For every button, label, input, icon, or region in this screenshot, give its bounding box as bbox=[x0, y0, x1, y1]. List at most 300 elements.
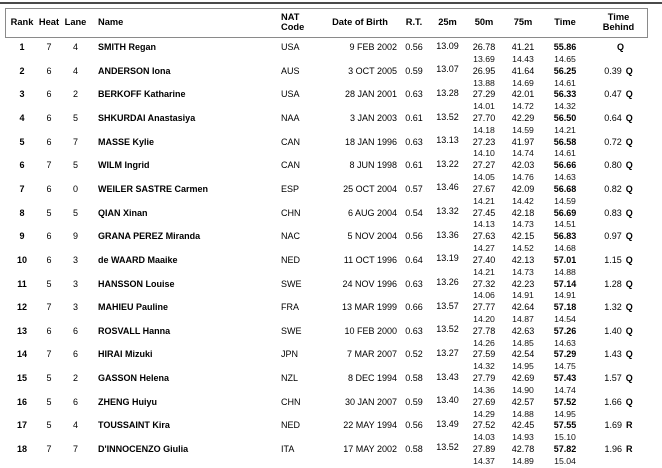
cell-25m: 13.13 bbox=[436, 135, 459, 146]
cell-split-50m: 14.01 bbox=[473, 101, 495, 112]
cell-name: WEILER SASTRE Carmen bbox=[98, 183, 209, 194]
cell-split-75m: 14.89 bbox=[512, 455, 534, 466]
cell-lane: 5 bbox=[72, 113, 78, 124]
table-body bbox=[0, 41, 662, 467]
cell-50m: 27.40 bbox=[472, 254, 496, 265]
cell-nat-code: CAN bbox=[281, 136, 301, 147]
cell-rank: 15 bbox=[16, 373, 27, 384]
cell-rank: 1 bbox=[19, 42, 25, 53]
cell-split-50m: 14.10 bbox=[473, 148, 495, 159]
cell-heat: 7 bbox=[46, 42, 52, 53]
cell-heat: 7 bbox=[46, 349, 52, 360]
cell-reaction-time: 0.63 bbox=[405, 325, 423, 336]
cell-50m: 27.69 bbox=[472, 396, 496, 407]
cell-50m: 27.89 bbox=[472, 443, 496, 454]
cell-75m: 42.15 bbox=[511, 231, 535, 242]
cell-split-final: 15.04 bbox=[554, 455, 576, 466]
cell-split-75m: 14.91 bbox=[512, 290, 534, 301]
cell-25m: 13.32 bbox=[436, 206, 459, 217]
cell-nat-code: ESP bbox=[281, 183, 300, 194]
cell-heat: 6 bbox=[46, 325, 52, 336]
cell-heat: 6 bbox=[46, 89, 52, 100]
header-reaction-time: R.T. bbox=[405, 17, 423, 28]
cell-heat: 6 bbox=[46, 65, 52, 76]
table-row bbox=[0, 372, 662, 396]
cell-heat: 7 bbox=[46, 160, 52, 171]
cell-split-50m: 14.05 bbox=[473, 172, 495, 183]
cell-25m: 13.27 bbox=[436, 347, 459, 358]
cell-split-final: 14.88 bbox=[554, 266, 576, 277]
cell-rank: 7 bbox=[19, 183, 25, 194]
cell-nat-code: SWE bbox=[281, 278, 302, 289]
qualification-mark: Q bbox=[625, 278, 633, 289]
cell-split-50m: 14.37 bbox=[473, 455, 495, 466]
header-date-of-birth: Date of Birth bbox=[332, 17, 388, 28]
cell-75m: 42.78 bbox=[511, 443, 535, 454]
cell-rank: 10 bbox=[16, 254, 27, 265]
cell-split-50m: 14.20 bbox=[473, 313, 495, 324]
cell-time-behind bbox=[587, 41, 650, 53]
cell-name: ZHENG Huiyu bbox=[98, 396, 158, 407]
cell-split-75m: 14.73 bbox=[512, 266, 534, 277]
cell-50m: 27.27 bbox=[472, 160, 496, 171]
cell-lane: 6 bbox=[72, 396, 78, 407]
cell-rank: 13 bbox=[16, 325, 27, 336]
cell-split-50m: 14.13 bbox=[473, 219, 495, 230]
cell-split-50m: 14.32 bbox=[473, 361, 495, 372]
cell-reaction-time: 0.63 bbox=[405, 278, 423, 289]
cell-time-behind bbox=[587, 136, 650, 148]
cell-date-of-birth: 17 MAY 2002 bbox=[343, 443, 397, 454]
qualification-mark: Q bbox=[625, 396, 633, 407]
cell-name: QIAN Xinan bbox=[98, 207, 148, 218]
header-time-behind: Time Behind bbox=[602, 12, 635, 32]
cell-rank: 4 bbox=[19, 113, 25, 124]
cell-nat-code: CHN bbox=[281, 207, 301, 218]
cell-split-final: 14.95 bbox=[554, 408, 576, 419]
cell-nat-code: USA bbox=[281, 89, 300, 100]
cell-split-75m: 14.52 bbox=[512, 243, 534, 254]
cell-name: MAHIEU Pauline bbox=[98, 302, 169, 313]
cell-time-behind bbox=[587, 301, 650, 313]
qualification-mark: Q bbox=[625, 160, 633, 171]
cell-split-75m: 14.74 bbox=[512, 148, 534, 159]
cell-time: 57.18 bbox=[553, 302, 577, 313]
cell-date-of-birth: 9 FEB 2002 bbox=[349, 42, 397, 53]
cell-time: 57.52 bbox=[553, 396, 577, 407]
cell-nat-code: JPN bbox=[281, 349, 299, 360]
cell-date-of-birth: 11 OCT 1996 bbox=[343, 254, 397, 265]
cell-25m: 13.40 bbox=[436, 395, 459, 406]
cell-split-final: 14.32 bbox=[554, 101, 576, 112]
cell-25m: 13.52 bbox=[436, 111, 459, 122]
cell-reaction-time: 0.66 bbox=[405, 302, 423, 313]
table-row bbox=[0, 254, 662, 278]
cell-75m: 42.45 bbox=[511, 420, 535, 431]
cell-split-final: 14.91 bbox=[554, 290, 576, 301]
cell-25m: 13.19 bbox=[436, 253, 459, 264]
qualification-mark: Q bbox=[625, 231, 633, 242]
cell-time-behind bbox=[587, 112, 650, 124]
time-behind-value: 0.80 bbox=[604, 160, 622, 171]
time-behind-value: 0.39 bbox=[604, 65, 622, 76]
cell-heat: 6 bbox=[46, 231, 52, 242]
time-behind-value: 1.57 bbox=[604, 373, 622, 384]
cell-75m: 42.63 bbox=[511, 325, 535, 336]
cell-time-behind bbox=[587, 372, 650, 384]
cell-heat: 5 bbox=[46, 420, 52, 431]
cell-time-behind bbox=[587, 277, 650, 289]
cell-split-50m: 14.06 bbox=[473, 290, 495, 301]
cell-reaction-time: 0.61 bbox=[405, 113, 423, 124]
cell-rank: 12 bbox=[16, 302, 27, 313]
cell-25m: 13.57 bbox=[436, 300, 459, 311]
qualification-mark: Q bbox=[625, 254, 633, 265]
cell-rank: 16 bbox=[16, 396, 27, 407]
cell-50m: 27.67 bbox=[472, 183, 496, 194]
cell-split-75m: 14.90 bbox=[512, 384, 534, 395]
cell-split-75m: 14.72 bbox=[512, 101, 534, 112]
cell-heat: 5 bbox=[46, 278, 52, 289]
time-behind-value: 1.32 bbox=[604, 302, 622, 313]
cell-time: 57.55 bbox=[553, 420, 577, 431]
cell-50m: 27.23 bbox=[472, 136, 496, 147]
cell-lane: 4 bbox=[72, 420, 78, 431]
cell-split-50m: 13.69 bbox=[473, 53, 495, 64]
cell-25m: 13.07 bbox=[436, 64, 459, 75]
cell-reaction-time: 0.59 bbox=[405, 396, 423, 407]
cell-split-final: 14.61 bbox=[554, 148, 576, 159]
table-row bbox=[0, 277, 662, 301]
cell-75m: 42.57 bbox=[511, 396, 535, 407]
cell-reaction-time: 0.56 bbox=[405, 231, 423, 242]
cell-name: GRANA PEREZ Miranda bbox=[98, 231, 201, 242]
cell-75m: 42.09 bbox=[511, 183, 535, 194]
cell-reaction-time: 0.61 bbox=[405, 160, 423, 171]
cell-nat-code: USA bbox=[281, 42, 300, 53]
cell-heat: 6 bbox=[46, 113, 52, 124]
cell-25m: 13.36 bbox=[436, 229, 459, 240]
cell-nat-code: FRA bbox=[281, 302, 299, 313]
cell-lane: 2 bbox=[72, 373, 78, 384]
cell-split-final: 14.75 bbox=[554, 361, 576, 372]
cell-25m: 13.09 bbox=[436, 40, 459, 51]
results-document bbox=[0, 2, 662, 467]
cell-25m: 13.52 bbox=[436, 442, 459, 453]
cell-split-75m: 14.73 bbox=[512, 219, 534, 230]
cell-75m: 42.03 bbox=[511, 160, 535, 171]
cell-nat-code: ITA bbox=[281, 443, 295, 454]
time-behind-value: 1.96 bbox=[604, 443, 623, 454]
cell-heat: 6 bbox=[46, 136, 52, 147]
cell-time: 56.58 bbox=[553, 136, 577, 147]
time-behind-value: 1.69 bbox=[604, 420, 623, 431]
qualification-mark: R bbox=[626, 420, 633, 431]
qualification-mark: Q bbox=[625, 302, 633, 313]
cell-split-75m: 14.69 bbox=[512, 77, 534, 88]
cell-time-behind bbox=[587, 419, 650, 431]
cell-split-50m: 14.29 bbox=[473, 408, 495, 419]
cell-name: WILM Ingrid bbox=[98, 160, 150, 171]
cell-25m: 13.52 bbox=[436, 324, 459, 335]
cell-75m: 42.64 bbox=[511, 302, 535, 313]
time-behind-value: 0.97 bbox=[604, 231, 622, 242]
cell-split-75m: 14.42 bbox=[512, 195, 534, 206]
cell-50m: 27.29 bbox=[472, 89, 496, 100]
cell-split-final: 14.74 bbox=[554, 384, 576, 395]
cell-reaction-time: 0.54 bbox=[405, 207, 423, 218]
cell-split-50m: 14.18 bbox=[473, 124, 495, 135]
cell-rank: 2 bbox=[19, 65, 25, 76]
cell-split-50m: 14.26 bbox=[473, 337, 495, 348]
cell-lane: 3 bbox=[72, 254, 78, 265]
cell-nat-code: CHN bbox=[281, 396, 301, 407]
table-row bbox=[0, 325, 662, 349]
time-behind-value: 0.47 bbox=[604, 89, 622, 100]
header-50m: 50m bbox=[474, 17, 494, 28]
cell-split-final: 14.21 bbox=[554, 124, 576, 135]
time-behind-value: 0.64 bbox=[604, 113, 622, 124]
qualification-mark: Q bbox=[625, 89, 633, 100]
cell-split-final: 14.63 bbox=[554, 337, 576, 348]
cell-time: 56.33 bbox=[553, 89, 577, 100]
cell-split-75m: 14.87 bbox=[512, 313, 534, 324]
cell-reaction-time: 0.52 bbox=[405, 349, 423, 360]
cell-date-of-birth: 7 MAR 2007 bbox=[346, 349, 397, 360]
header-time: Time bbox=[554, 17, 576, 28]
cell-date-of-birth: 5 NOV 2004 bbox=[347, 231, 397, 242]
cell-lane: 5 bbox=[72, 160, 78, 171]
header-heat: Heat bbox=[38, 17, 60, 28]
cell-name: de WAARD Maaike bbox=[98, 254, 178, 265]
table-row bbox=[0, 301, 662, 325]
cell-name: ROSVALL Hanna bbox=[98, 325, 171, 336]
cell-time-behind bbox=[587, 88, 650, 100]
cell-25m: 13.22 bbox=[436, 158, 459, 169]
cell-reaction-time: 0.64 bbox=[405, 254, 423, 265]
cell-lane: 6 bbox=[72, 349, 78, 360]
qualification-mark: R bbox=[626, 443, 633, 454]
qualification-mark: Q bbox=[625, 113, 633, 124]
cell-split-75m: 14.43 bbox=[512, 53, 534, 64]
cell-time-behind bbox=[587, 443, 650, 455]
cell-time: 56.25 bbox=[553, 65, 577, 76]
cell-reaction-time: 0.56 bbox=[405, 420, 423, 431]
cell-split-final: 14.61 bbox=[554, 77, 576, 88]
cell-time: 56.83 bbox=[553, 231, 577, 242]
cell-heat: 5 bbox=[46, 207, 52, 218]
cell-time-behind bbox=[587, 325, 650, 337]
header-rank: Rank bbox=[10, 17, 34, 28]
cell-nat-code: NAA bbox=[281, 113, 300, 124]
header-lane: Lane bbox=[64, 17, 87, 28]
cell-nat-code: AUS bbox=[281, 65, 300, 76]
cell-date-of-birth: 30 JAN 2007 bbox=[344, 396, 397, 407]
time-behind-value: 1.43 bbox=[604, 349, 622, 360]
cell-time: 55.86 bbox=[553, 42, 577, 53]
table-row bbox=[0, 206, 662, 230]
cell-50m: 27.77 bbox=[472, 302, 496, 313]
qualification-mark: Q bbox=[625, 349, 633, 360]
cell-time: 57.26 bbox=[553, 325, 577, 336]
cell-split-75m: 14.95 bbox=[512, 361, 534, 372]
cell-reaction-time: 0.59 bbox=[405, 65, 423, 76]
header-25m: 25m bbox=[438, 17, 457, 28]
cell-time: 57.43 bbox=[553, 373, 577, 384]
cell-75m: 41.21 bbox=[511, 42, 535, 53]
time-behind-value: 1.28 bbox=[604, 278, 622, 289]
cell-name: SHKURDAI Anastasiya bbox=[98, 113, 196, 124]
cell-lane: 3 bbox=[72, 278, 78, 289]
cell-split-50m: 14.21 bbox=[473, 195, 495, 206]
table-row bbox=[0, 88, 662, 112]
cell-split-final: 15.10 bbox=[554, 432, 576, 443]
cell-lane: 7 bbox=[72, 443, 78, 454]
cell-25m: 13.46 bbox=[436, 182, 459, 193]
cell-rank: 3 bbox=[19, 89, 25, 100]
table-row bbox=[0, 65, 662, 89]
cell-time: 57.82 bbox=[553, 443, 577, 454]
cell-time-behind bbox=[587, 348, 650, 360]
cell-date-of-birth: 28 JAN 2001 bbox=[344, 89, 397, 100]
cell-nat-code: NAC bbox=[281, 231, 301, 242]
top-rule bbox=[0, 2, 662, 4]
cell-25m: 13.49 bbox=[436, 418, 459, 429]
cell-lane: 4 bbox=[72, 65, 78, 76]
cell-75m: 42.13 bbox=[511, 254, 535, 265]
cell-reaction-time: 0.57 bbox=[405, 183, 423, 194]
table-row bbox=[0, 159, 662, 183]
cell-name: ANDERSON Iona bbox=[98, 65, 171, 76]
cell-split-50m: 14.27 bbox=[473, 243, 495, 254]
cell-time: 57.01 bbox=[553, 254, 577, 265]
time-behind-value: 0.72 bbox=[604, 136, 622, 147]
cell-name: HANSSON Louise bbox=[98, 278, 175, 289]
cell-nat-code: NED bbox=[281, 254, 301, 265]
cell-25m: 13.28 bbox=[436, 87, 459, 98]
header-75m: 75m bbox=[513, 17, 533, 28]
cell-time-behind bbox=[587, 183, 650, 195]
cell-time: 56.66 bbox=[553, 160, 577, 171]
cell-reaction-time: 0.63 bbox=[405, 89, 423, 100]
cell-split-50m: 14.21 bbox=[473, 266, 495, 277]
cell-75m: 42.69 bbox=[511, 373, 535, 384]
cell-rank: 14 bbox=[16, 349, 27, 360]
header-nat-code: NAT Code bbox=[281, 12, 305, 32]
cell-reaction-time: 0.58 bbox=[405, 373, 423, 384]
cell-50m: 27.59 bbox=[472, 349, 496, 360]
cell-time-behind bbox=[587, 206, 650, 218]
cell-name: D'INNOCENZO Giulia bbox=[98, 443, 189, 454]
cell-50m: 27.78 bbox=[472, 325, 496, 336]
table-row bbox=[0, 443, 662, 467]
qualification-mark: Q bbox=[625, 325, 633, 336]
cell-50m: 27.79 bbox=[472, 373, 496, 384]
cell-split-final: 14.54 bbox=[554, 313, 576, 324]
cell-50m: 26.78 bbox=[472, 42, 496, 53]
table-row bbox=[0, 112, 662, 136]
cell-time-behind bbox=[587, 254, 650, 266]
cell-name: GASSON Helena bbox=[98, 373, 170, 384]
cell-split-50m: 13.88 bbox=[473, 77, 495, 88]
qualification-mark: Q bbox=[625, 183, 633, 194]
cell-75m: 42.18 bbox=[511, 207, 535, 218]
cell-50m: 27.70 bbox=[472, 113, 496, 124]
cell-lane: 0 bbox=[72, 183, 78, 194]
table-row bbox=[0, 348, 662, 372]
cell-split-final: 14.65 bbox=[554, 53, 576, 64]
table-row bbox=[0, 41, 662, 65]
cell-reaction-time: 0.58 bbox=[405, 443, 423, 454]
cell-time: 57.29 bbox=[553, 349, 577, 360]
cell-date-of-birth: 13 MAR 1999 bbox=[341, 302, 397, 313]
header-name: Name bbox=[98, 17, 124, 28]
cell-75m: 41.64 bbox=[511, 65, 535, 76]
cell-time: 56.69 bbox=[553, 207, 577, 218]
qualification-mark: Q bbox=[625, 136, 633, 147]
cell-75m: 42.01 bbox=[511, 89, 535, 100]
qualification-mark: Q bbox=[625, 65, 633, 76]
cell-lane: 5 bbox=[72, 207, 78, 218]
cell-time: 56.68 bbox=[553, 183, 577, 194]
cell-75m: 42.54 bbox=[511, 349, 535, 360]
time-behind-value: 0.82 bbox=[604, 183, 622, 194]
cell-rank: 17 bbox=[16, 420, 27, 431]
cell-split-50m: 14.03 bbox=[473, 432, 495, 443]
cell-date-of-birth: 25 OCT 2004 bbox=[343, 183, 397, 194]
cell-lane: 7 bbox=[72, 136, 78, 147]
cell-split-final: 14.63 bbox=[554, 172, 576, 183]
cell-date-of-birth: 22 MAY 1994 bbox=[343, 420, 397, 431]
table-row bbox=[0, 230, 662, 254]
cell-lane: 9 bbox=[72, 231, 78, 242]
cell-name: TOUSSAINT Kira bbox=[98, 420, 170, 431]
cell-split-final: 14.68 bbox=[554, 243, 576, 254]
cell-50m: 27.63 bbox=[472, 231, 496, 242]
table-row bbox=[0, 396, 662, 420]
cell-split-final: 14.59 bbox=[554, 195, 576, 206]
cell-split-75m: 14.85 bbox=[512, 337, 534, 348]
cell-50m: 27.52 bbox=[472, 420, 496, 431]
cell-75m: 41.97 bbox=[511, 136, 535, 147]
cell-time-behind bbox=[587, 230, 650, 242]
cell-75m: 42.29 bbox=[511, 113, 535, 124]
cell-time-behind bbox=[587, 65, 650, 77]
time-behind-value: 1.66 bbox=[604, 396, 622, 407]
cell-split-75m: 14.59 bbox=[512, 124, 534, 135]
cell-split-50m: 14.36 bbox=[473, 384, 495, 395]
table-row bbox=[0, 183, 662, 207]
table-row bbox=[0, 136, 662, 160]
table-header bbox=[0, 8, 662, 38]
cell-50m: 26.95 bbox=[472, 65, 496, 76]
cell-date-of-birth: 10 FEB 2000 bbox=[344, 325, 397, 336]
cell-rank: 18 bbox=[16, 443, 27, 454]
cell-lane: 3 bbox=[72, 302, 78, 313]
cell-date-of-birth: 6 AUG 2004 bbox=[347, 207, 397, 218]
cell-25m: 13.26 bbox=[436, 277, 459, 287]
cell-split-75m: 14.76 bbox=[512, 172, 534, 183]
cell-date-of-birth: 3 OCT 2005 bbox=[348, 65, 397, 76]
qualification-mark: Q bbox=[616, 42, 624, 53]
cell-lane: 6 bbox=[72, 325, 78, 336]
cell-date-of-birth: 24 NOV 1996 bbox=[342, 278, 397, 289]
cell-date-of-birth: 8 DEC 1994 bbox=[347, 373, 397, 384]
cell-heat: 5 bbox=[46, 373, 52, 384]
cell-split-75m: 14.93 bbox=[512, 432, 534, 443]
cell-name: HIRAI Mizuki bbox=[98, 349, 153, 360]
cell-heat: 5 bbox=[46, 396, 52, 407]
